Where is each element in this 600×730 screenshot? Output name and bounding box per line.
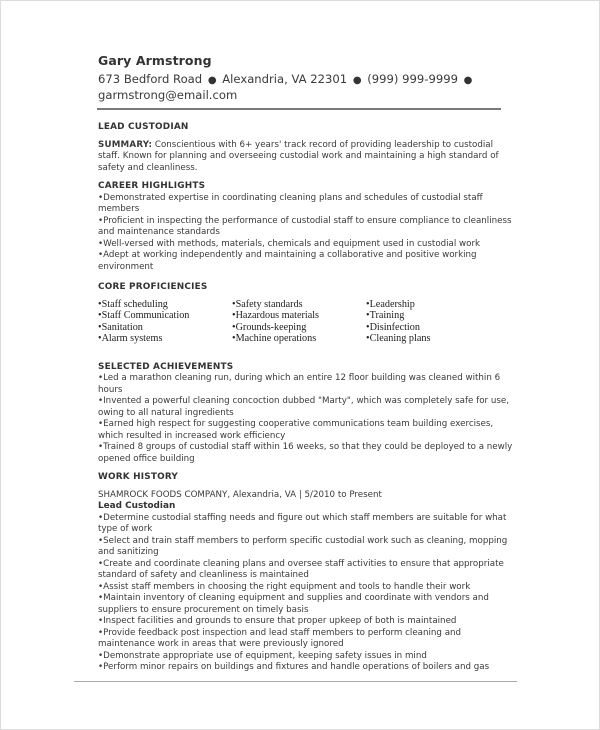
career-highlights-section <box>98 181 513 273</box>
work-history-section <box>98 472 513 674</box>
section-title: SELECTED ACHIEVEMENTS <box>98 361 234 372</box>
list-item: • Demonstrate appropriate use of equipment, keeping safety issues in mind <box>98 651 513 663</box>
proficiency-item: • Alarm systems <box>98 333 232 345</box>
list-item: • Inspect facilities and grounds to ensure that proper upkeep of both is maintained <box>98 616 513 628</box>
list-item: • Proficient in inspecting the performance of custodial staff to ensure compliance to cleanliness and maintenance standards <box>98 216 513 239</box>
core-proficiencies-section <box>98 282 513 345</box>
section-title: CAREER HIGHLIGHTS <box>98 181 206 191</box>
proficiency-item: • Staff Communication <box>98 310 232 322</box>
list-item: • Create and coordinate cleaning plans and oversee staff activities to ensure that appropriate standard of safety and cleanliness is maintained <box>98 559 513 582</box>
separator-dot-icon: ● <box>463 75 473 86</box>
list-item: • Well-versed with methods, materials, chemicals and equipment used in custodial work <box>98 239 513 251</box>
city: Alexandria, VA 22301 <box>222 72 348 86</box>
list-item: • Led a marathon cleaning run, during which an entire 12 floor building was cleaned within 6 hours <box>98 373 513 396</box>
company-line: SHAMROCK FOODS COMPANY, Alexandria, VA | 5/2010 to Present <box>98 489 382 500</box>
proficiency-item: • Training <box>366 310 500 322</box>
proficiency-item: • Staff scheduling <box>98 299 232 311</box>
list-item: • Adept at working independently and maintaining a collaborative and positive working environment <box>98 250 513 273</box>
phone: (999) 999-9999 <box>367 72 458 86</box>
list-item: • Assist staff members in choosing the right equipment and tools to handle their work <box>98 582 513 594</box>
proficiency-item: • Hazardous materials <box>232 310 366 322</box>
proficiency-item: • Cleaning plans <box>366 333 500 345</box>
proficiency-item: • Safety standards <box>232 299 366 311</box>
address: 673 Bedford Road <box>98 72 203 86</box>
proficiency-grid <box>98 299 513 345</box>
list-item: • Demonstrated expertise in coordinating cleaning plans and schedules of custodial staff members <box>98 193 513 216</box>
list-item: • Determine custodial staffing needs and figure out which staff members are suitable for what type of work <box>98 513 513 536</box>
resume-body <box>98 122 513 681</box>
achievements-section <box>98 362 513 466</box>
proficiency-item: • Sanitation <box>98 322 232 334</box>
role-title: Lead Custodian <box>98 501 176 512</box>
list-item: • Select and train staff members to perform specific custodial work such as cleaning, mopping and sanitizing <box>98 536 513 559</box>
section-title: WORK HISTORY <box>98 472 179 483</box>
footer-divider <box>74 681 517 682</box>
list-item: • Trained 8 groups of custodial staff within 16 weeks, so that they could be deployed to a newly opened office building <box>98 442 513 465</box>
list-item: • Maintain inventory of cleaning equipment and supplies and coordinate with vendors and suppliers to ensure procurement on timely basis <box>98 593 513 616</box>
separator-dot-icon: ● <box>352 75 362 86</box>
proficiency-item: • Leadership <box>366 299 500 311</box>
proficiency-item: • Disinfection <box>366 322 500 334</box>
summary-text: Conscientious with 6+ years' track record of providing leadership to custodial staff. Known for planning and overseeing custodial work and maintaining a high standard of safety and cleanliness. <box>98 139 499 173</box>
summary <box>98 140 513 175</box>
section-title: CORE PROFICIENCIES <box>98 282 208 292</box>
list-item: • Perform minor repairs on buildings and fixtures and handle operations of boilers and gas <box>98 662 513 674</box>
email: garmstrong@email.com <box>98 88 238 102</box>
header-divider <box>97 108 501 110</box>
proficiency-item: • Machine operations <box>232 333 366 345</box>
summary-label: SUMMARY: <box>98 139 153 150</box>
candidate-name: Gary Armstrong <box>98 53 212 68</box>
separator-dot-icon: ● <box>207 75 217 86</box>
list-item: • Earned high respect for suggesting cooperative communications team building exercises, which resulted in increased work efficiency <box>98 419 513 442</box>
contact-info <box>98 72 478 103</box>
list-item: • Provide feedback post inspection and lead staff members to perform cleaning and maintenance work in areas that were previously ignored <box>98 628 513 651</box>
list-item: • Invented a powerful cleaning concoction dubbed "Marty", which was completely safe for use, owing to all natural ingredients <box>98 396 513 419</box>
proficiency-item: • Grounds-keeping <box>232 322 366 334</box>
job-title: LEAD CUSTODIAN <box>98 122 189 132</box>
